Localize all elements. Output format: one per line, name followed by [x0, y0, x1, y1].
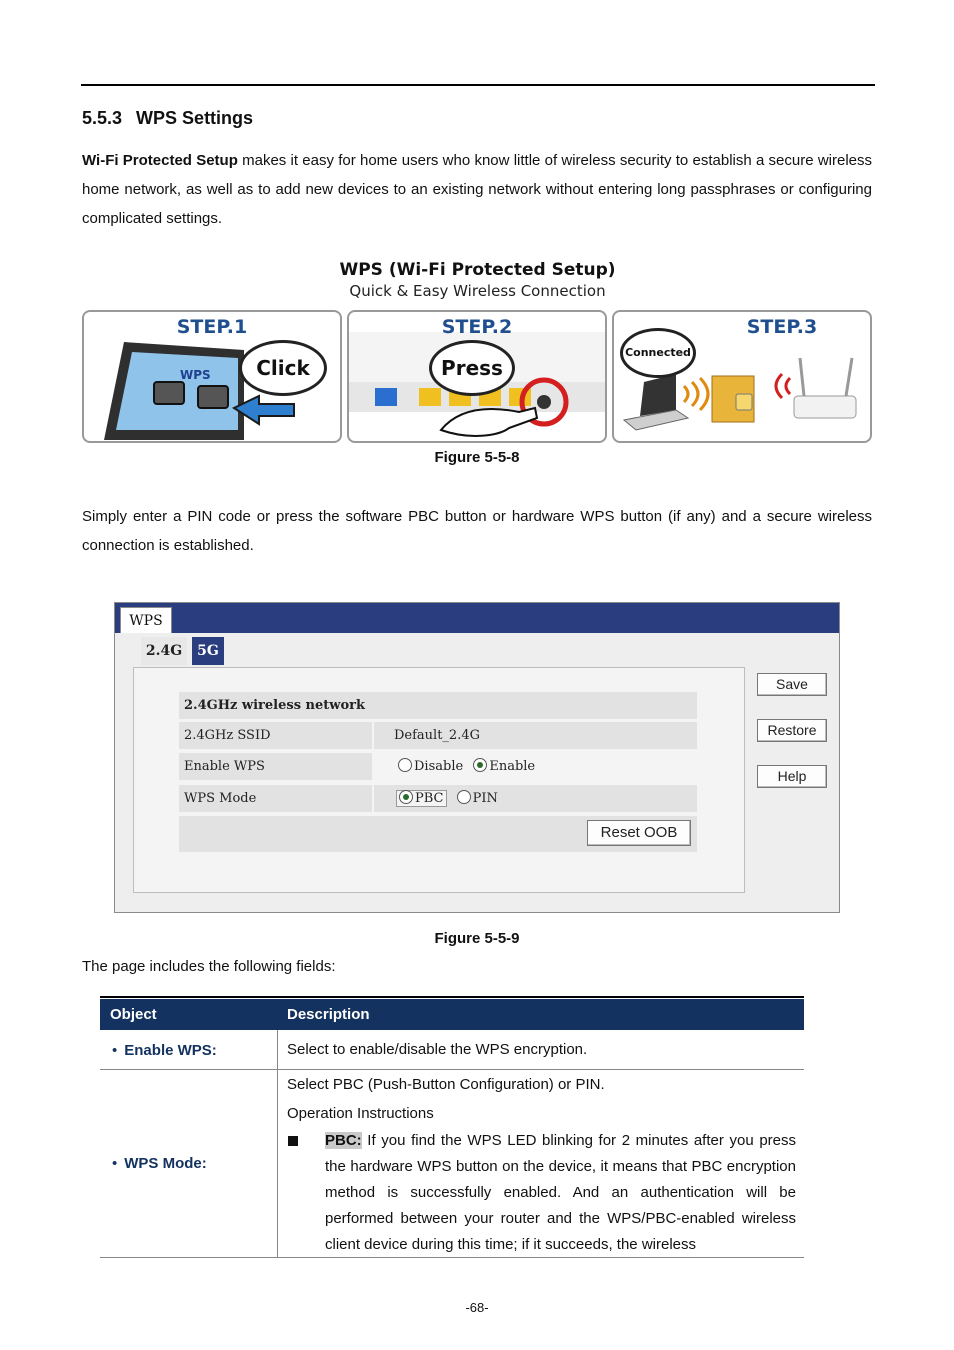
row-divider	[100, 1069, 804, 1070]
figure2-caption: Figure 5-5-9	[434, 930, 520, 947]
pin-option-label: PIN	[472, 791, 498, 806]
band-tab-2-4g[interactable]: 2.4G	[141, 637, 187, 665]
step2-panel	[347, 310, 607, 443]
ssid-value: Default_2.4G	[394, 728, 480, 743]
disable-radio-group[interactable]	[398, 759, 463, 774]
panel-body	[115, 633, 839, 912]
enable-wps-options	[372, 753, 699, 780]
section-header-row	[179, 692, 697, 719]
wps-mode-line1: Select PBC (Push-Button Configuration) or PIN.	[287, 1076, 605, 1093]
enable-option-label: Enable	[489, 759, 536, 774]
step3-label: STEP.3	[746, 316, 818, 338]
enable-wps-object: Enable WPS:	[124, 1042, 217, 1059]
page-number: -68-	[465, 1300, 489, 1315]
table-top-rule	[100, 996, 804, 998]
restore-button[interactable]: Restore	[757, 719, 827, 742]
wps-figure-heading	[300, 260, 655, 300]
pin-radio[interactable]	[457, 790, 471, 804]
enable-radio-group[interactable]	[473, 759, 535, 774]
step1-label: STEP.1	[176, 316, 248, 338]
wps-figure-subtitle: Quick & Easy Wireless Connection	[349, 282, 606, 300]
tab-wps[interactable]: WPS	[120, 607, 172, 634]
wps-mode-label: WPS Mode	[184, 791, 257, 806]
table-row-enable-wps-object: • Enable WPS:	[112, 1042, 217, 1059]
pbc-radio[interactable]	[399, 790, 413, 804]
step2-label: STEP.2	[441, 316, 513, 338]
press-bubble: Press	[429, 340, 515, 396]
table-bottom-rule	[100, 1257, 804, 1258]
reset-oob-button[interactable]: Reset OOB	[587, 820, 691, 846]
intro-paragraph	[82, 146, 872, 233]
enable-wps-description: Select to enable/disable the WPS encryption.	[287, 1041, 588, 1058]
intro-text: makes it easy for home users who know little of wireless security to establish a secure wireless home network, as well as to add new devices to an existing network without entering long passphrases or configuring complicated settings.	[82, 152, 872, 227]
disable-radio[interactable]	[398, 758, 412, 772]
panel-topbar	[115, 603, 839, 633]
bullet-square-icon	[288, 1136, 298, 1146]
instructions-paragraph: Simply enter a PIN code or press the software PBC button or hardware WPS button (if any) and a secure wireless connection is established.	[82, 508, 872, 554]
ssid-label: 2.4GHz SSID	[184, 728, 271, 743]
settings-form	[133, 667, 745, 893]
wps-figure-title: WPS (Wi-Fi Protected Setup)	[339, 260, 616, 280]
section-title	[82, 108, 253, 129]
ssid-value-cell	[372, 722, 699, 749]
help-button[interactable]: Help	[757, 765, 827, 788]
section-name: WPS Settings	[136, 108, 254, 128]
band-tab-5g[interactable]: 5G	[192, 637, 224, 665]
wps-mode-row	[179, 785, 697, 812]
step3-panel	[612, 310, 872, 443]
fields-table	[100, 996, 804, 1258]
section-number: 5.5.3	[82, 108, 123, 128]
top-rule	[81, 84, 875, 86]
wps-mode-object: WPS Mode:	[124, 1155, 207, 1172]
section-header: 2.4GHz wireless network	[184, 698, 365, 713]
disable-option-label: Disable	[414, 759, 464, 774]
pbc-text: If you find the WPS LED blinking for 2 minutes after you press the hardware WPS button on the device, it means that PBC encryption method is successfully enabled. And an authentication will be performed between your router and the WPS/PBC-enabled wireless client device during this time; if it succeeds, the wireless	[325, 1132, 796, 1253]
enable-wps-row	[179, 753, 697, 780]
header-description: Description	[287, 1006, 370, 1023]
click-bubble: Click	[239, 340, 327, 396]
pbc-key: PBC:	[325, 1132, 362, 1149]
pbc-description	[325, 1128, 796, 1258]
wps-mode-line2: Operation Instructions	[287, 1105, 434, 1122]
table-header	[100, 999, 804, 1030]
ssid-row	[179, 722, 697, 749]
column-divider	[277, 1030, 278, 1257]
step1-panel	[82, 310, 342, 443]
save-button[interactable]: Save	[757, 673, 827, 696]
figure1-caption: Figure 5-5-8	[434, 449, 520, 466]
table-row-wps-mode-object: • WPS Mode:	[112, 1155, 207, 1172]
pbc-option-label: PBC	[415, 791, 444, 806]
header-object: Object	[110, 1006, 157, 1023]
intro-bold: Wi-Fi Protected Setup	[82, 152, 238, 169]
enable-radio[interactable]	[473, 758, 487, 772]
enable-wps-label: Enable WPS	[184, 759, 265, 774]
pbc-radio-group[interactable]	[396, 790, 447, 807]
pin-radio-group[interactable]	[457, 791, 498, 806]
wps-settings-panel	[114, 602, 840, 913]
wps-mode-options	[372, 785, 699, 812]
connected-bubble: Connected	[620, 328, 696, 378]
fields-intro: The page includes the following fields:	[82, 958, 336, 975]
laptop-screen-wps-text: WPS	[180, 368, 211, 382]
reset-row	[179, 816, 697, 852]
